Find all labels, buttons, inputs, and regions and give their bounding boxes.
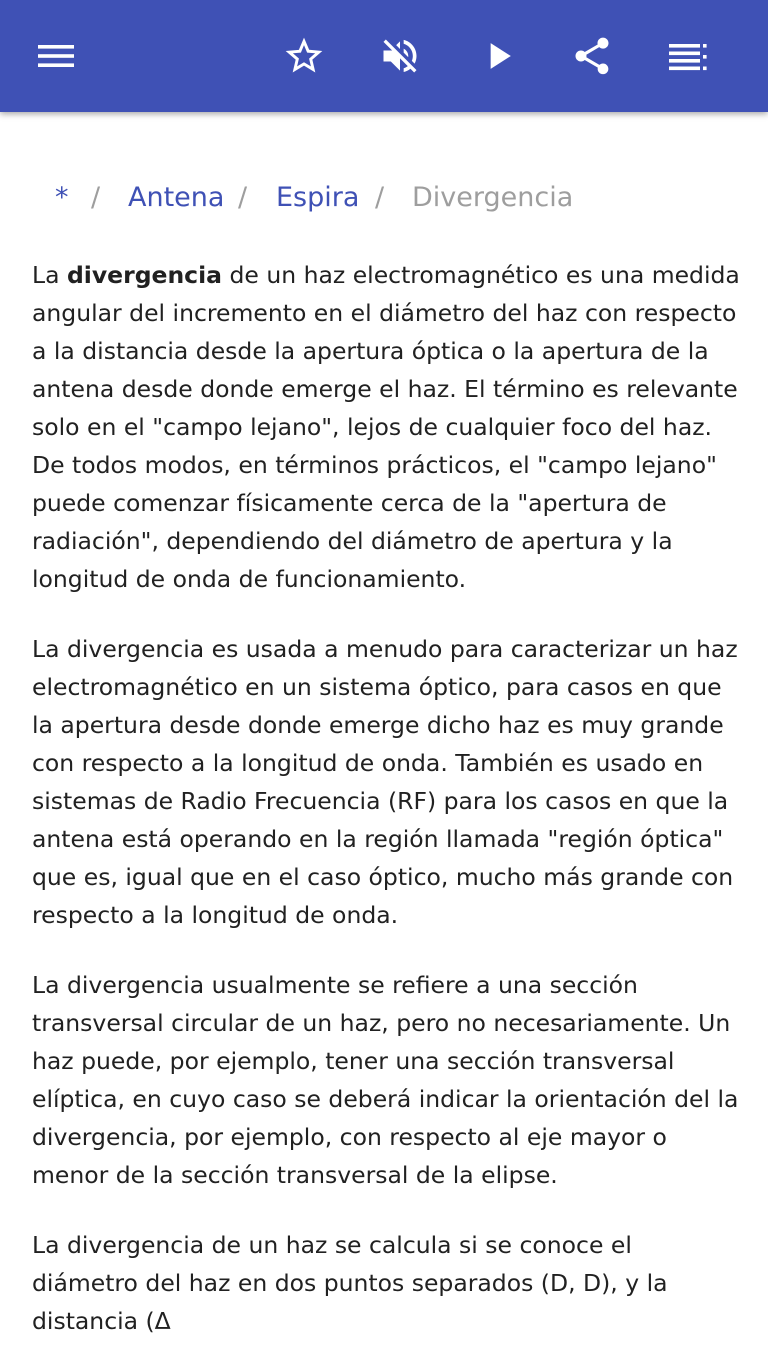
breadcrumb-current: Divergencia: [412, 182, 574, 213]
share-icon: [570, 34, 614, 78]
breadcrumb-separator: /: [91, 182, 101, 213]
breadcrumb: [0, 178, 768, 218]
breadcrumb-home-link[interactable]: *: [55, 182, 69, 213]
article-container: [0, 112, 768, 1335]
breadcrumb-item-espira[interactable]: Espira: [276, 182, 360, 213]
volume-off-icon: [378, 34, 422, 78]
playlist-icon: [666, 34, 710, 78]
paragraph: [32, 256, 740, 598]
favorite-button[interactable]: [272, 24, 336, 88]
paragraph-prefix: La: [32, 261, 67, 289]
paragraph: La divergencia es usada a menudo para caracterizar un haz electromagnético en un sistema óptico, para casos en que la apertura desde donde emerge dicho haz es muy grande con respecto a la longitud de onda. También es usado en sistemas de Radio Frecuencia (RF) para los casos en que la antena está operando en la región llamada "región óptica" que es, igual que en el caso óptico, mucho más grande con respecto a la longitud de onda.: [32, 635, 738, 929]
term-bold: divergencia: [66, 261, 223, 289]
menu-icon: [36, 36, 76, 76]
paragraph-text: de un haz electromagnético es una medida angular del incremento en el diámetro del haz con respecto a la distancia desde la apertura óptica o la apertura de la antena desde donde emerge el haz. El término es relevante solo en el "campo lejano", lejos de cualquier foco del haz. De todos modos, en términos prácticos, el "campo lejano" puede comenzar físicamente cerca de la "apertura de radiación", dependiendo del diámetro de apertura y la longitud de onda de funcionamiento.: [32, 261, 740, 593]
paragraph: La divergencia de un haz se calcula si se conoce el diámetro del haz en dos puntos separados (D, D), y la distancia (Δ: [32, 1231, 668, 1335]
app-toolbar: [0, 0, 768, 112]
breadcrumb-separator: /: [238, 182, 248, 213]
share-button[interactable]: [560, 24, 624, 88]
menu-button[interactable]: [24, 24, 88, 88]
breadcrumb-separator: /: [375, 182, 385, 213]
breadcrumb-item-antena[interactable]: Antena: [128, 182, 225, 213]
play-button[interactable]: [466, 24, 530, 88]
paragraph: La divergencia usualmente se refiere a una sección transversal circular de un haz, pero no necesariamente. Un haz puede, por ejemplo, tener una sección transversal elíptica, en cuyo caso se deberá indicar la orientación del la divergencia, por ejemplo, con respecto al eje mayor o menor de la sección transversal de la elipse.: [32, 971, 739, 1189]
mute-button[interactable]: [368, 24, 432, 88]
star-outline-icon: [282, 34, 326, 78]
play-icon: [476, 34, 520, 78]
article-body: [32, 256, 740, 1372]
contents-button[interactable]: [656, 24, 720, 88]
